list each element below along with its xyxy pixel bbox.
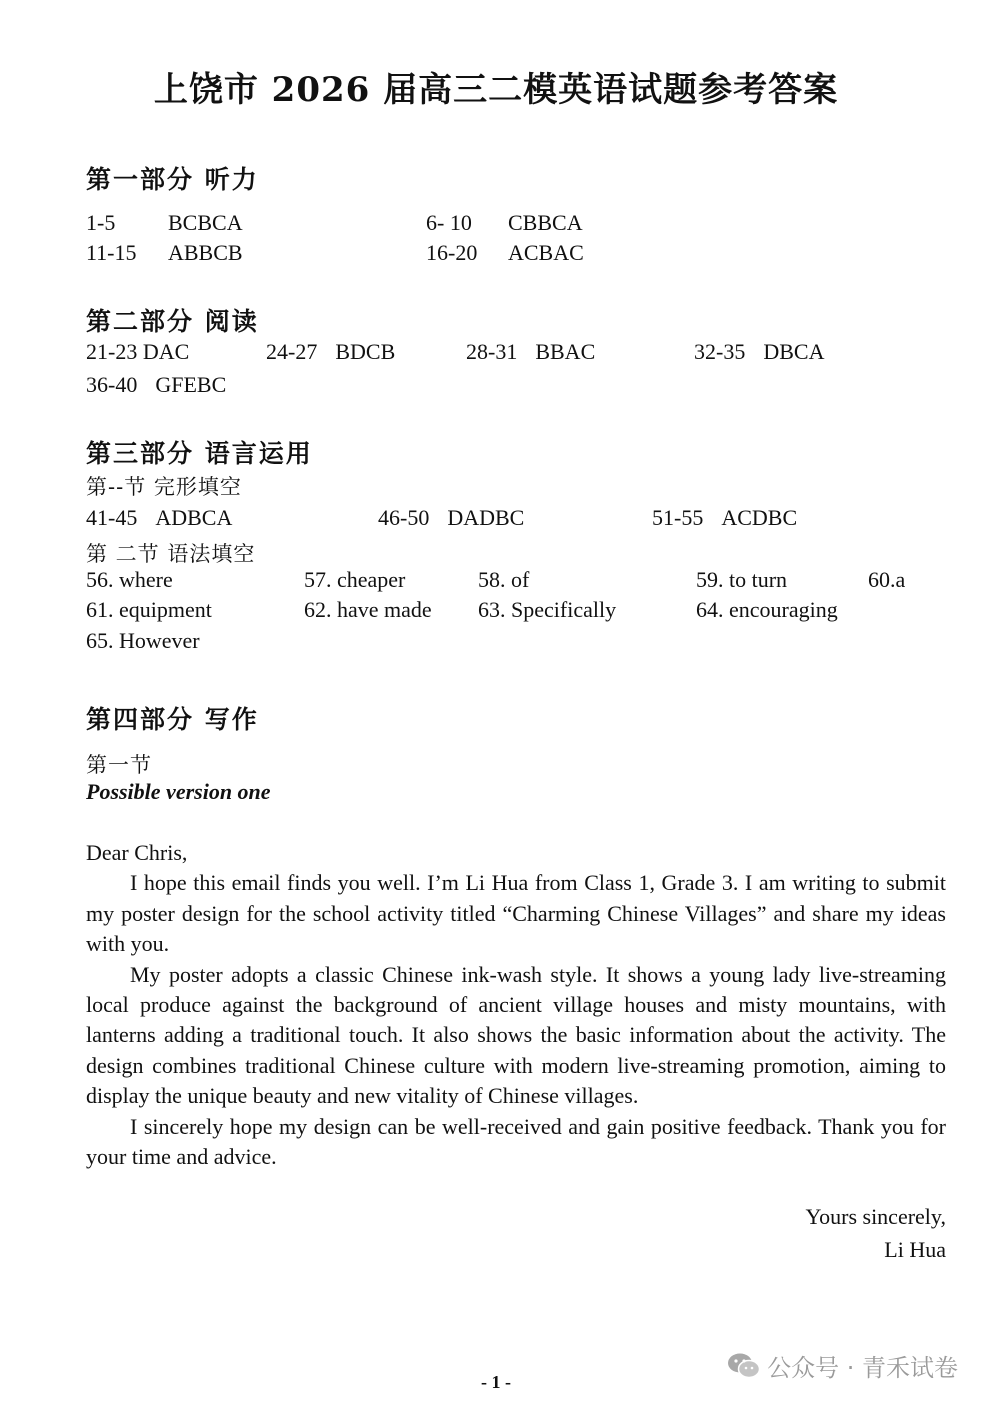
answer-item: 6- 10 CBBCA [426, 210, 583, 235]
answer-item: 16-20 ACBAC [426, 240, 584, 265]
answer-item: 62. have made [304, 597, 432, 622]
answer-item: 24-27 BDCB [266, 339, 396, 364]
answer-item: 32-35 DBCA [694, 339, 825, 364]
answer-item: 21-23 DAC [86, 339, 190, 364]
writing-section-heading: 第一节 [86, 753, 152, 777]
answer-item: 56. where [86, 567, 173, 592]
answer-item: 1-5 BCBCA [86, 210, 243, 235]
answer-item: 65. However [86, 628, 200, 653]
letter-salutation: Dear Chris, [86, 840, 188, 865]
letter-paragraph: I sincerely hope my design can be well-received and gain positive feedback. Thank you for your time and advice. [86, 1113, 946, 1170]
letter-paragraph: My poster adopts a classic Chinese ink-wash style. It shows a young lady live-streaming local produce against the background of ancient village houses and misty mountains, with lanterns adding a traditional touch. It also shows the basic information about the activity. The design combines traditional Chinese culture with modern live-streaming promotion, aiming to display the unique beauty and new vitality of Chinese villages. [86, 961, 946, 1109]
document-title: 上饶市 2026 届高三二模英语试题参考答案 [153, 70, 839, 110]
grammar-fill-heading: 第 二节 语法填空 [86, 542, 256, 566]
letter-signature: Li Hua [884, 1237, 946, 1262]
part1-heading: 第一部分 听力 [86, 165, 259, 194]
letter-closing: Yours sincerely, [805, 1204, 946, 1229]
answer-item: 11-15 ABBCB [86, 240, 243, 265]
answer-item: 61. equipment [86, 597, 212, 622]
answer-item: 28-31 BBAC [466, 339, 596, 364]
answer-item: 41-45 ADBCA [86, 505, 233, 530]
page-number: - 1 - [481, 1372, 511, 1392]
answer-item: 60.a [868, 567, 906, 592]
cloze-heading: 第--节 完形填空 [86, 475, 242, 499]
answer-item: 36-40 GFEBC [86, 372, 227, 397]
part2-heading: 第二部分 阅读 [86, 307, 259, 336]
letter-paragraph: I hope this email finds you well. I’m Li Hua from Class 1, Grade 3. I am writing to submit my poster design for the school activity titled “Charming Chinese Villages” and share my ideas with you. [86, 870, 946, 957]
answer-item: 57. cheaper [304, 567, 406, 592]
answer-item: 51-55 ACDBC [652, 505, 798, 530]
answer-item: 64. encouraging [696, 597, 838, 622]
version-label: Possible version one [86, 779, 271, 804]
answer-item: 63. Specifically [478, 597, 617, 622]
answer-item: 46-50 DADBC [378, 505, 525, 530]
sample-letter [86, 838, 946, 1172]
part4-heading: 第四部分 写作 [86, 705, 259, 734]
part3-heading: 第三部分 语言运用 [86, 439, 313, 468]
answer-item: 59. to turn [696, 567, 788, 592]
watermark-text: 公众号 · 青禾试卷 [767, 1354, 958, 1382]
answer-item: 58. of [478, 567, 530, 592]
